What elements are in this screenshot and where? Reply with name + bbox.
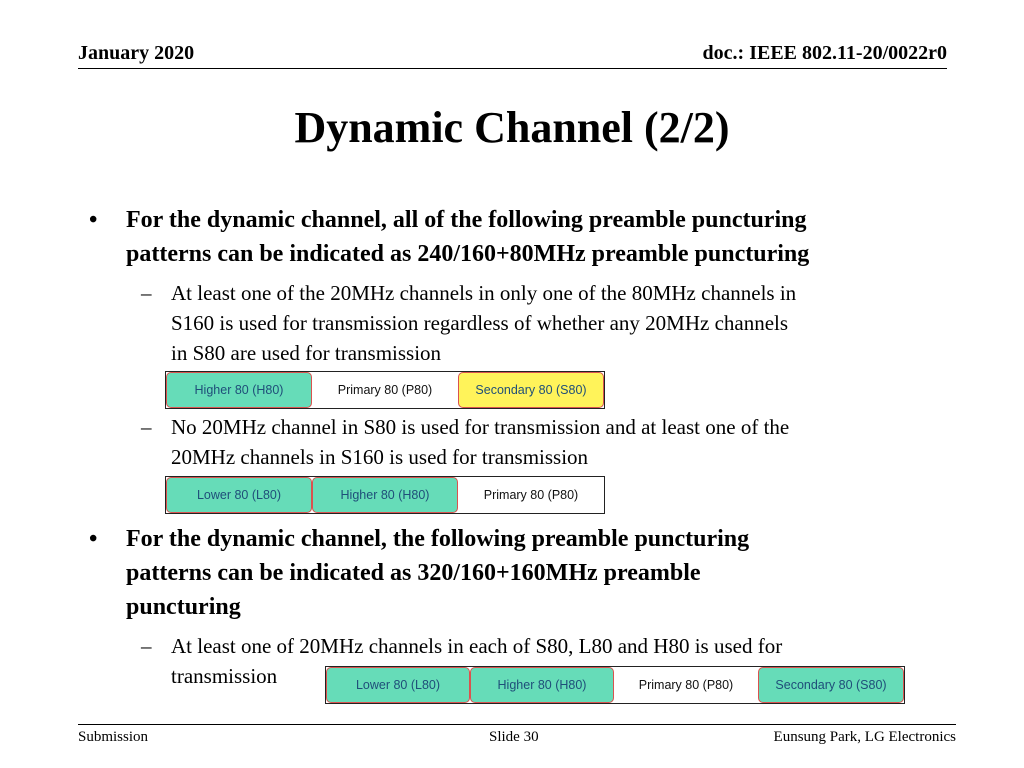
channel-diagram-3 <box>325 666 905 704</box>
bullet2-line2: patterns can be indicated as 320/160+160MHz preamble <box>126 560 701 586</box>
sub-bullet-marker: – <box>141 281 152 305</box>
bullet-marker: • <box>89 207 98 233</box>
sub3-line1: At least one of 20MHz channels in each of S80, L80 and H80 is used for <box>171 634 783 658</box>
bullet-marker: • <box>89 526 98 552</box>
channel-segment-p80: Primary 80 (P80) <box>312 372 458 408</box>
sub2-line2: 20MHz channels in S160 is used for transmission <box>171 445 589 469</box>
bullet1-line1: For the dynamic channel, all of the following preamble puncturing <box>126 207 807 233</box>
bullet2-line1: For the dynamic channel, the following preamble puncturing <box>126 526 750 552</box>
channel-segment-s80: Secondary 80 (S80) <box>458 372 604 408</box>
footer-slide-number: Slide 30 <box>489 729 539 745</box>
bullet2-line3: puncturing <box>126 594 241 620</box>
footer-divider <box>78 724 956 725</box>
header-doc-id: doc.: IEEE 802.11-20/0022r0 <box>702 42 947 64</box>
footer-author: Eunsung Park, LG Electronics <box>773 729 956 745</box>
channel-segment-p80: Primary 80 (P80) <box>458 477 604 513</box>
sub2-line1: No 20MHz channel in S80 is used for transmission and at least one of the <box>171 415 790 439</box>
channel-segment-l80: Lower 80 (L80) <box>326 667 470 703</box>
channel-segment-p80: Primary 80 (P80) <box>614 667 758 703</box>
channel-diagram-2 <box>165 476 605 514</box>
sub3-line2: transmission <box>171 664 278 688</box>
bullet1-line2: patterns can be indicated as 240/160+80MHz preamble puncturing <box>126 241 810 267</box>
channel-segment-h80: Higher 80 (H80) <box>166 372 312 408</box>
channel-diagram-1 <box>165 371 605 409</box>
slide-title: Dynamic Channel (2/2) <box>294 103 730 152</box>
sub1-line3: in S80 are used for transmission <box>171 341 442 365</box>
channel-segment-s80: Secondary 80 (S80) <box>758 667 904 703</box>
channel-segment-h80: Higher 80 (H80) <box>470 667 614 703</box>
channel-segment-h80: Higher 80 (H80) <box>312 477 458 513</box>
header-divider <box>78 68 947 69</box>
sub1-line2: S160 is used for transmission regardless of whether any 20MHz channels <box>171 311 789 335</box>
sub1-line1: At least one of the 20MHz channels in only one of the 80MHz channels in <box>171 281 797 305</box>
footer-submission: Submission <box>78 729 149 745</box>
sub-bullet-marker: – <box>141 415 152 439</box>
sub-bullet-marker: – <box>141 634 152 658</box>
header-date: January 2020 <box>78 42 195 64</box>
channel-segment-l80: Lower 80 (L80) <box>166 477 312 513</box>
